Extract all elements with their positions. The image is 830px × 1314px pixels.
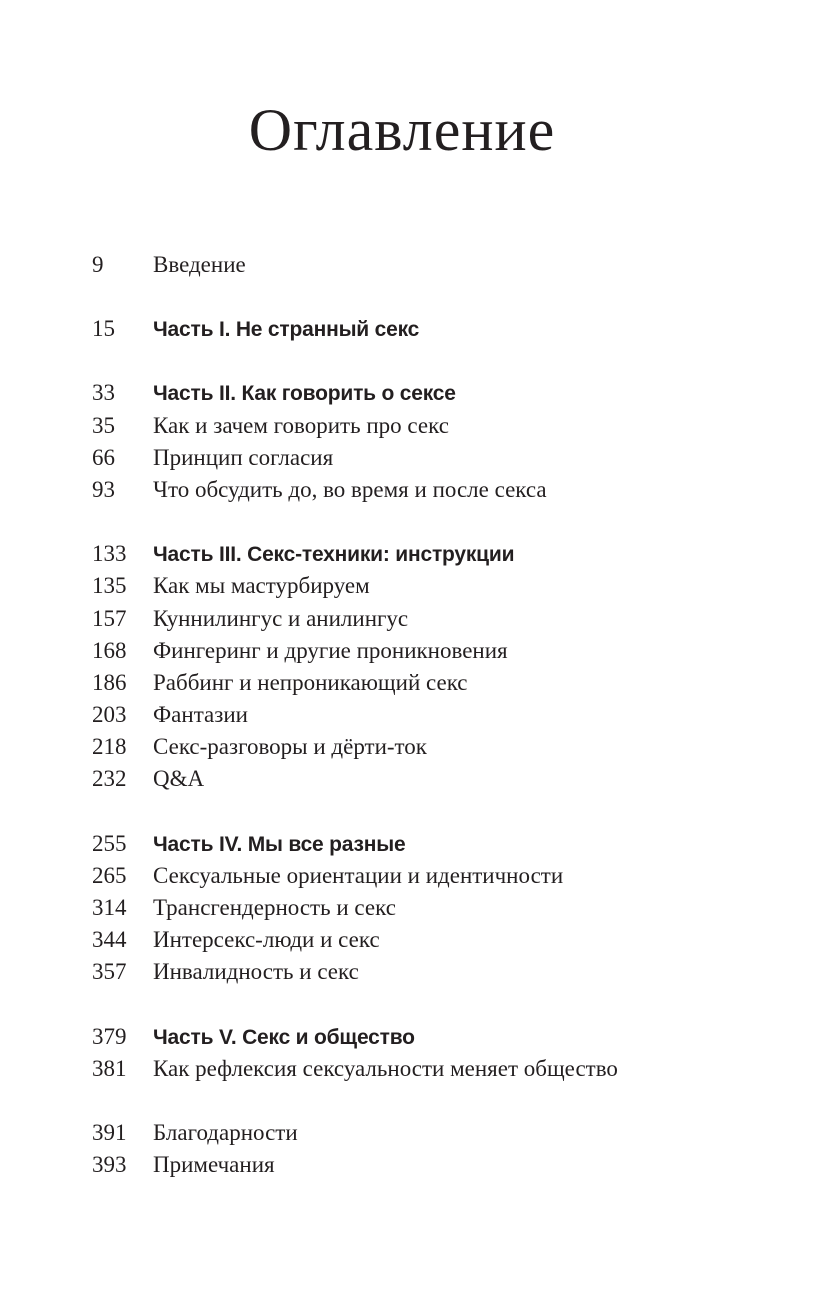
toc-entry-title: Часть V. Секс и общество: [153, 1025, 415, 1049]
toc-page-number: 33: [92, 380, 115, 406]
toc-entry[interactable]: [92, 959, 792, 991]
toc-page-number: 314: [92, 895, 127, 920]
toc-page-number: 218: [92, 734, 127, 760]
toc-entry[interactable]: [92, 895, 792, 927]
toc-section: [92, 252, 792, 284]
toc-entry[interactable]: [92, 606, 792, 638]
toc-page-number: 344: [92, 927, 127, 953]
toc-section: [92, 380, 792, 509]
toc-section: [92, 1024, 792, 1088]
toc-entry-title: Принцип согласия: [153, 444, 334, 470]
toc-page-number: 133: [92, 541, 127, 567]
toc-page-number: 66: [92, 444, 115, 470]
toc-entry[interactable]: [92, 702, 792, 734]
toc-page-number: 393: [92, 1152, 127, 1178]
toc-entry[interactable]: [92, 445, 792, 477]
toc-page-number: 186: [92, 669, 127, 695]
toc-entry-title: Куннилингус и анилингус: [153, 605, 409, 631]
toc-entry-title: Часть II. Как говорить о сексе: [153, 382, 456, 406]
toc-entry-title: Сексуальные ориентации и идентичности: [153, 862, 564, 888]
toc-page-number: 232: [92, 766, 127, 792]
toc-section: [92, 831, 792, 992]
toc-entry-title: Трансгендерность и секс: [153, 895, 396, 920]
toc-page-number: 357: [92, 959, 127, 985]
toc-entry-title: Часть IV. Мы все разные: [153, 832, 406, 856]
toc-section: [92, 1120, 792, 1184]
toc-page-number: 391: [92, 1119, 127, 1145]
toc-entry-title: Как и зачем говорить про секс: [153, 412, 449, 438]
toc-entry[interactable]: [92, 638, 792, 670]
toc-entry[interactable]: [92, 927, 792, 959]
toc-part-heading[interactable]: [92, 541, 792, 573]
toc-entry[interactable]: [92, 670, 792, 702]
toc-page-number: 9: [92, 252, 104, 277]
toc-entry-title: Введение: [153, 252, 246, 277]
toc-page-number: 93: [92, 476, 115, 502]
toc-entry-title: Часть III. Секс-техники: инструкции: [153, 543, 515, 567]
toc-entry-title: Секс-разговоры и дёрти-ток: [153, 734, 427, 760]
toc-page-number: 168: [92, 637, 127, 663]
toc-part-heading[interactable]: [92, 316, 792, 348]
toc-entry[interactable]: [92, 1152, 792, 1184]
toc-entry[interactable]: [92, 413, 792, 445]
toc-entry-title: Q&A: [153, 766, 205, 792]
toc-page-number: 265: [92, 862, 127, 888]
toc-entry[interactable]: [92, 766, 792, 798]
toc-entry[interactable]: [92, 1120, 792, 1152]
toc-entry-title: Часть I. Не странный секс: [153, 318, 420, 342]
toc-entry-title: Раббинг и непроникающий секс: [153, 669, 468, 695]
toc-entry-title: Как рефлексия сексуальности меняет общество: [153, 1055, 618, 1081]
toc-part-heading[interactable]: [92, 831, 792, 863]
toc-section: [92, 316, 792, 348]
toc-section: [92, 541, 792, 799]
toc-entry[interactable]: [92, 573, 792, 605]
toc-entry-title: Фантазии: [153, 702, 248, 728]
toc-page-number: 157: [92, 605, 127, 631]
toc-page-number: 15: [92, 316, 115, 342]
toc-page-number: 379: [92, 1023, 127, 1049]
toc-part-heading[interactable]: [92, 380, 792, 412]
toc-entry-title: Интерсекс-люди и секс: [153, 927, 380, 953]
toc-entry[interactable]: [92, 734, 792, 766]
toc-entry-title: Что обсудить до, во время и после секса: [153, 476, 547, 502]
toc-entry[interactable]: [92, 1056, 792, 1088]
toc-entry-title: Как мы мастурбируем: [153, 573, 370, 599]
toc-entry[interactable]: [92, 477, 792, 509]
toc-page-number: 203: [92, 702, 127, 728]
toc-entry[interactable]: [92, 252, 792, 284]
toc-page-number: 35: [92, 412, 115, 438]
toc-entry-title: Благодарности: [153, 1119, 298, 1145]
toc-page-number: 255: [92, 830, 127, 856]
table-of-contents: [92, 252, 792, 1216]
toc-page-number: 135: [92, 573, 127, 599]
toc-entry-title: Инвалидность и секс: [153, 959, 359, 985]
toc-part-heading[interactable]: [92, 1024, 792, 1056]
toc-entry-title: Примечания: [153, 1152, 275, 1178]
toc-entry[interactable]: [92, 863, 792, 895]
page-title: Оглавление: [248, 97, 556, 163]
toc-entry-title: Фингеринг и другие проникновения: [153, 637, 508, 663]
toc-page-number: 381: [92, 1055, 127, 1081]
